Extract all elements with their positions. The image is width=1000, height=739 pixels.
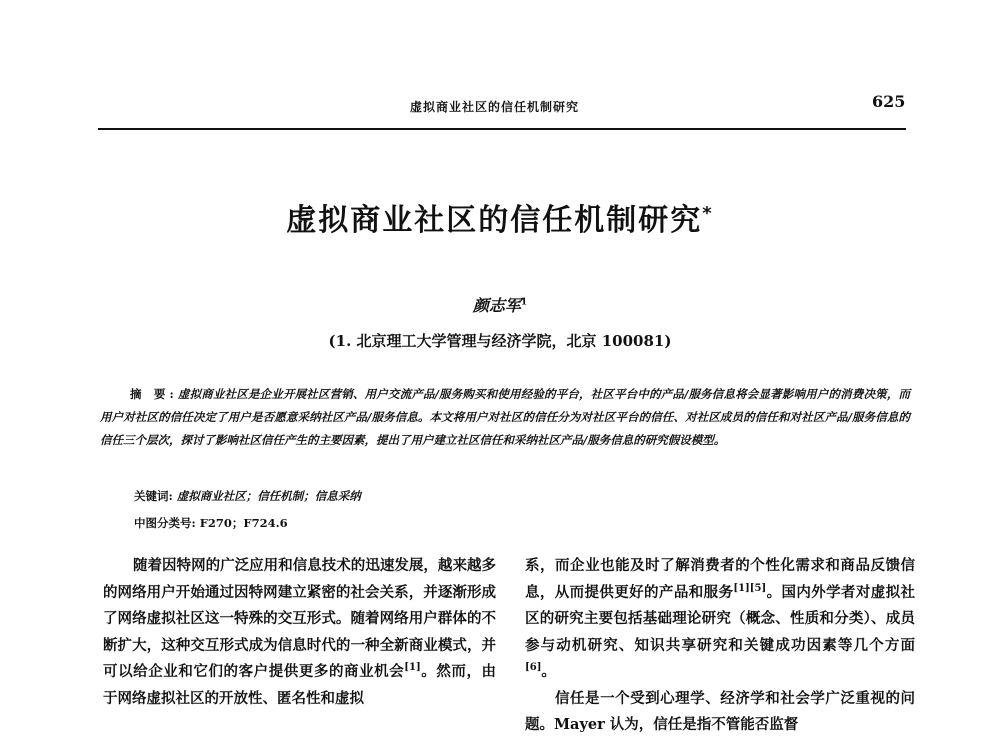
paragraph-text-tail: 。国内外学者对虚拟社区的研究主要包括基础理论研究（概念、性质和分类）、成员参与动机研究、知识共享研究和关键成功因素等几个方面 [525, 583, 916, 654]
body-paragraph [103, 553, 496, 712]
paragraph-text-tail: 。 [541, 663, 556, 680]
affiliation: (1. 北京理工大学管理与经济学院，北京 100081) [328, 332, 672, 350]
paragraph-text: 随着因特网的广泛应用和信息技术的迅速发展，越来越多的网络用户开始通过因特网建立紧密的社会关系，并逐渐形成了网络虚拟社区这一特殊的交互形式。随着网络用户群体的不断扩大，这种交互形式成为信息时代的一种全新商业模式，并可以给企业和它们的客户提供更多的商业机会 [103, 557, 496, 680]
header-divider [98, 128, 906, 130]
keywords-label: 关键词: [134, 489, 173, 503]
page-number: 625 [872, 92, 906, 111]
paper-title-text: 虚拟商业社区的信任机制研究 [286, 203, 703, 238]
classification [134, 515, 288, 531]
abstract [100, 383, 910, 452]
running-title: 虚拟商业社区的信任机制研究 [410, 100, 580, 114]
abstract-label: 摘 要: [130, 387, 178, 401]
paragraph-text-tail: 。然而，由于网络虚拟社区的开放性、匿名性和虚拟 [103, 663, 497, 707]
author-name: 颜志军 [472, 296, 521, 315]
author [0, 293, 1000, 316]
keywords [134, 488, 361, 504]
paragraph-text: 系，而企业也能及时了解消费者的个性化需求和商品反馈信息，从而提供更好的产品和服务 [525, 557, 915, 601]
citation: [1][5] [733, 582, 767, 594]
author-affiliation-mark: 1 [520, 297, 528, 308]
body-left-column [103, 553, 496, 712]
keywords-text: 虚拟商业社区；信任机制；信息采纳 [176, 489, 361, 503]
title-footnote-mark: * [702, 203, 714, 224]
classification-label: 中图分类号: [134, 516, 196, 530]
classification-text: F270；F724.6 [199, 516, 288, 530]
citation: [1] [404, 662, 421, 674]
body-paragraph: 信任是一个受到心理学、经济学和社会学广泛重视的问题。Mayer 认为，信任是指不管能否监督 [525, 689, 915, 733]
citation: [6] [525, 662, 542, 674]
body-right-column [525, 553, 915, 739]
paper-title [0, 195, 1000, 239]
body-paragraph [525, 553, 915, 686]
abstract-text: 虚拟商业社区是企业开展社区营销、用户交流产品/服务购买和使用经验的平台，社区平台中的产品/服务信息将会显著影响用户的消费决策，而用户对社区的信任决定了用户是否愿意采纳社区产品/服务信息。本文将用户对社区的信任分为对社区平台的信任、对社区成员的信任和对社区产品/服务信息的信任三个层次，探讨了影响社区信任产生的主要因素，提出了用户建立社区信任和采纳社区产品/服务信息的研究假设模型。 [100, 387, 910, 447]
